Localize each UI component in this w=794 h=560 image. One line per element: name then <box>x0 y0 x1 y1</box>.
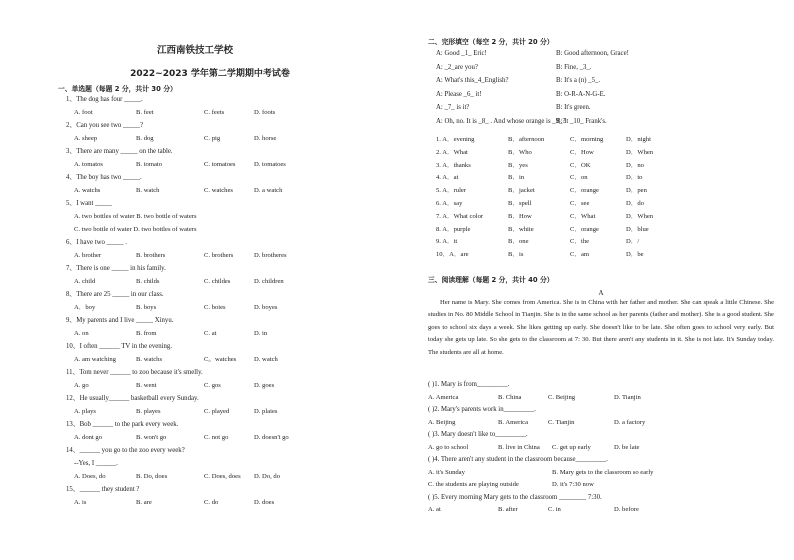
option: D. in <box>254 330 268 337</box>
option: C. pig <box>204 135 221 142</box>
school-name: 江西南铁技工学校 <box>156 45 233 56</box>
question-stem: 4、The boy has two _____. <box>66 174 142 181</box>
question-stem: 9、My parents and I live _____ Xinyu. <box>66 317 174 324</box>
choice-option: B．yes <box>508 161 528 169</box>
option: B. dog <box>136 135 154 142</box>
option: A. go <box>74 382 89 389</box>
dialogue-line-a: A: Please _6_ it! <box>436 90 482 98</box>
option: D. Do, do <box>254 473 281 480</box>
choice-option: 4. A．at <box>436 174 459 182</box>
dialogue-line-a: A: _7_ is it? <box>436 104 470 111</box>
option: A. child <box>74 278 96 285</box>
question-stem: 1、The dog has four _____. <box>66 96 143 103</box>
reading-option: C. in <box>548 506 561 513</box>
question-stem: 8、There are 25 _____ in our class. <box>66 291 164 298</box>
dialogue-line-a: A: Good _1_ Eric! <box>436 50 487 57</box>
option: B. won't go <box>136 434 167 441</box>
option: C. watches <box>204 187 233 194</box>
dialogue-line-b: B: It's a (n) _5_. <box>556 77 601 84</box>
option: D. a watch <box>254 187 283 194</box>
passage-label: A <box>598 289 604 297</box>
option: C. brothers <box>204 252 234 259</box>
option: C. childes <box>204 278 231 285</box>
choice-option: C．am <box>570 251 590 259</box>
option: D. boyes <box>254 304 278 311</box>
choice-option: 1. A．evening <box>436 136 475 143</box>
choice-option: B．is <box>508 251 524 259</box>
reading-question-stem: ( )5. Every morning Mary gets to the classroom ________ 7:30. <box>428 493 602 501</box>
dialogue-line-a: A: Oh, no. It is _8_ . And whose orange is _9_? <box>436 117 566 125</box>
reading-option: D. Tianjin <box>614 393 641 401</box>
reading-option: B. China <box>498 393 522 401</box>
choice-option: D．night <box>626 136 651 143</box>
choice-option: D．pen <box>626 187 647 195</box>
option: A. foot <box>74 109 93 116</box>
question-stem: 15、______ they student ? <box>66 486 140 493</box>
reading-option: C. get up early <box>552 443 591 451</box>
option-row: C. two bottle of water D. two bottles of waters <box>74 226 197 233</box>
option: A. plays <box>74 408 96 415</box>
choice-option: B．afternoon <box>508 136 545 143</box>
dialogue-line-b: B: It _10_ Frank's. <box>556 117 607 125</box>
reading-option: C. the students are playing outside <box>428 481 519 488</box>
choice-option: B．jacket <box>508 187 535 195</box>
option: B. watchs <box>136 356 163 363</box>
option: C. boies <box>204 304 226 311</box>
option: D. tomatoes <box>254 161 286 168</box>
option: C. tomatoes <box>204 161 236 168</box>
reading-question-stem: ( )1. Mary is from_________. <box>428 381 510 388</box>
option: C. played <box>204 408 230 415</box>
choice-option: D．be <box>626 251 644 259</box>
reading-option: B. after <box>498 506 518 513</box>
option: B. boys <box>136 304 157 311</box>
choice-option: D．When <box>626 148 654 156</box>
choice-option: B．in <box>508 174 525 182</box>
reading-option: A. go to school <box>428 443 469 451</box>
option: B. childs <box>136 278 160 285</box>
choice-option: 9. A．it <box>436 238 458 246</box>
option: D. horse <box>254 135 277 142</box>
question-stem: 13、Bob ______ to the park every week. <box>66 421 179 428</box>
question-stem: 6、I have two _____ . <box>66 239 127 246</box>
option: B. are <box>136 499 152 506</box>
option: C. do <box>204 499 219 506</box>
choice-option: B．white <box>508 225 534 233</box>
reading-option: D. a factory <box>614 418 646 426</box>
option: A. tomatos <box>74 161 103 168</box>
option: C. Does, does <box>204 473 241 480</box>
option: D. doesn't go <box>254 434 289 441</box>
option: A. am watching <box>74 356 116 363</box>
option: B. feet <box>136 109 154 116</box>
reading-passage <box>428 297 774 359</box>
option: B. Do, does <box>136 473 168 480</box>
reading-option: B. Mary gets to the classroom so early <box>552 468 654 476</box>
option: C. feets <box>204 109 225 116</box>
reading-question-stem: ( )3. Mary doesn't like to_________. <box>428 431 528 438</box>
option: A. on <box>74 330 89 337</box>
reading-option: D. be late <box>614 443 640 451</box>
question-stem: 5、I want _____ <box>66 200 113 207</box>
dialogue-line-b: B: O-R-A-N-G-E. <box>556 90 606 98</box>
reading-option: C. Beijing <box>548 393 576 401</box>
choice-option: D．do <box>626 200 644 207</box>
option: A. brother <box>74 252 102 259</box>
exam-title: 2022~2023 学年第二学期期中考试卷 <box>130 69 290 79</box>
question-stem: 3、There are many _____ on the table. <box>66 148 173 155</box>
choice-option: C．orange <box>570 225 599 233</box>
reading-option: D. before <box>614 506 639 513</box>
dialogue-line-b: B: Fine, _3_. <box>556 63 592 71</box>
choice-option: 10．A．are <box>436 251 469 259</box>
option: D. children <box>254 278 284 285</box>
choice-option: C．OK <box>570 161 591 169</box>
reading-option: A. it's Sunday <box>428 468 465 476</box>
reading-option: D. it's 7:30 now <box>552 481 594 488</box>
option: C. at <box>204 330 217 337</box>
choice-option: B．Who <box>508 148 532 156</box>
choice-option: C．on <box>570 174 588 182</box>
choice-option: C．morning <box>570 136 604 143</box>
option: C. not go <box>204 434 229 441</box>
option: B. watch <box>136 187 160 194</box>
option: C。watches <box>204 356 237 363</box>
reading-option: B. America <box>498 418 529 426</box>
question-stem: 10、I often ______ TV in the evening. <box>66 343 173 350</box>
option: B. went <box>136 382 157 389</box>
choice-option: 6. A．say <box>436 200 463 207</box>
option: A. watchs <box>74 187 101 194</box>
section2-title: 二、完形填空（每空 2 分，共计 20 分） <box>428 38 554 46</box>
option: B. tomato <box>136 161 163 168</box>
reading-option: A. America <box>428 393 459 401</box>
choice-option: C．What <box>570 212 596 220</box>
option: C. gos <box>204 382 221 389</box>
question-stem: 7、There is one _____ in his family. <box>66 265 166 272</box>
choice-option: B．one <box>508 238 529 246</box>
reading-option: A. at <box>428 506 441 513</box>
choice-option: B．spell <box>508 200 532 207</box>
choice-option: C．How <box>570 148 594 156</box>
section3-title: 三、阅读理解（每题 2 分，共计 40 分） <box>428 276 554 284</box>
choice-option: D．/ <box>626 238 640 246</box>
choice-option: 5. A．ruler <box>436 187 467 195</box>
choice-option: D．blue <box>626 225 649 233</box>
question-stem: 2、Can you see two _____? <box>66 122 144 129</box>
option: B. brothers <box>136 252 166 259</box>
dialogue-line-b: B: Good afternoon, Grace! <box>556 50 629 57</box>
question-response-line: --Yes, I ______. <box>74 460 118 467</box>
choice-option: B．How <box>508 212 532 220</box>
dialogue-line-a: A: What's this_4_English? <box>436 77 509 84</box>
option-row: A. two bottles of water B. two bottle of waters <box>74 213 197 220</box>
section1-title: 一、单选题（每题 2 分，共计 30 分） <box>58 85 177 93</box>
choice-option: C．the <box>570 238 590 246</box>
choice-option: 2. A．What <box>436 148 468 156</box>
option: D. goes <box>254 382 275 389</box>
option: D. foots <box>254 109 276 116</box>
option: A. Does, do <box>74 473 106 480</box>
choice-option: 7. A．What color <box>436 212 484 220</box>
choice-option: D．When <box>626 212 654 220</box>
option: D. does <box>254 499 275 506</box>
choice-option: C．see <box>570 200 590 207</box>
dialogue-line-a: A: _2_are you? <box>436 63 478 71</box>
reading-question-stem: ( )4. There aren't any student in the classroom because_________. <box>428 456 608 463</box>
option: A．boy <box>74 304 96 311</box>
choice-option: 3. A．thanks <box>436 161 471 169</box>
choice-option: D．to <box>626 174 643 182</box>
reading-option: C. Tianjin <box>548 418 575 426</box>
choice-option: D．no <box>626 161 644 169</box>
option: B. playes <box>136 408 161 415</box>
option: D. watch <box>254 356 278 363</box>
question-stem: 12、He usually______ basketball every Sunday. <box>66 395 199 402</box>
option: D. plaies <box>254 408 278 415</box>
option: B. from <box>136 330 157 337</box>
choice-option: 8. A．purple <box>436 225 471 233</box>
choice-option: C．orange <box>570 187 599 195</box>
reading-passage-text: Her name is Mary. She comes from America. She is in China with her father and mother. She can speak a little Chinese. She studies in No. 80 Middle School in Tianjin. She is in the same school as her parents (father and mother). She is a good student. She goes to school six days a week. She likes getting up early. She doesn't like to be late. She often goes to school very early. But today she gets up late. So she gets to the classroom at 7: 30. But there aren't any students in it. She is not late. It's Sunday today. The students are all at home. <box>428 299 774 356</box>
option: D. brotheres <box>254 252 287 259</box>
reading-question-stem: ( )2. Mary's parents work in_________. <box>428 406 536 413</box>
reading-option: A. Beijing <box>428 418 456 426</box>
option: A. sheep <box>74 135 98 142</box>
dialogue-line-b: B: It's green. <box>556 104 591 111</box>
question-stem: 11、Tom never ______ to zoo because it's smelly. <box>66 369 203 376</box>
option: A. dont go <box>74 434 103 441</box>
question-stem: 14、______ you go to the zoo every week? <box>66 447 185 454</box>
reading-option: B. live in China <box>498 443 540 451</box>
option: A. is <box>74 499 87 506</box>
